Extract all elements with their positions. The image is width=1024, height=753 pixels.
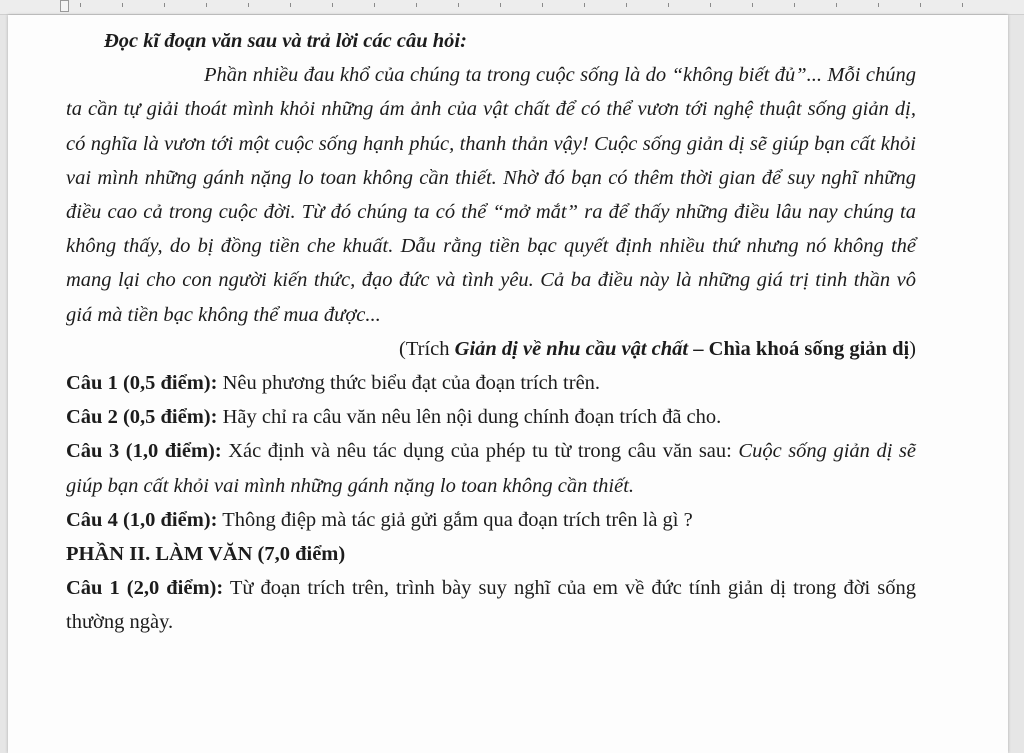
section-2-title: PHẦN II. LÀM VĂN (7,0 điểm) (66, 543, 346, 566)
question-1-label: Câu 1 (0,5 điểm): (66, 372, 218, 395)
reading-passage: Phần nhiều đau khổ của chúng ta trong cuộc sống là do “không biết đủ”... Mỗi chúng ta cần tự giải thoát mình khỏi những ám ảnh của vật chất để có thể vươn tới nghệ thuật sống giản dị, có nghĩa là vươn tới một cuộc sống hạnh phúc, thanh thản vậy! Cuộc sống giản dị sẽ giúp bạn cất khỏi vai mình những gánh nặng lo toan không cần thiết. Nhờ đó bạn có thêm thời gian để suy nghĩ những điều cao cả trong cuộc đời. Từ đó chúng ta có thể “mở mắt” ra để thấy những điều lâu nay chúng ta không thấy, do bị đồng tiền che khuất. Dẫu rằng tiền bạc quyết định nhiều thứ nhưng nó không thể mang lại cho con người kiến thức, đạo đức và tình yêu. Cả ba điều này là những giá trị tinh thần vô giá mà tiền bạc không thể mua được... (66, 64, 916, 326)
ruler-tick (710, 3, 711, 7)
ruler-tick (332, 3, 333, 7)
indent-marker-icon[interactable] (60, 0, 69, 12)
ruler-tick (80, 3, 81, 7)
ruler-tick (416, 3, 417, 7)
question-3 (66, 434, 916, 502)
ruler-tick (794, 3, 795, 7)
horizontal-ruler (0, 0, 1024, 15)
ruler-tick (962, 3, 963, 7)
document-content (66, 24, 916, 640)
question-1-text: Nêu phương thức biểu đạt của đoạn trích trên. (217, 372, 601, 395)
question-2-text: Hãy chỉ ra câu văn nêu lên nội dung chính đoạn trích đã cho. (217, 406, 722, 429)
ruler-tick (290, 3, 291, 7)
ruler-tick (248, 3, 249, 7)
section-2-question-1-label: Câu 1 (2,0 điểm): (66, 577, 224, 600)
source-suffix: ) (909, 337, 916, 360)
source-dash: – (688, 337, 709, 360)
source-subtitle: Chìa khoá sống giản dị (708, 337, 910, 360)
question-2-label: Câu 2 (0,5 điểm): (66, 406, 218, 429)
ruler-tick (920, 3, 921, 7)
ruler-tick (752, 3, 753, 7)
ruler-tick (878, 3, 879, 7)
ruler-tick (164, 3, 165, 7)
question-3-label: Câu 3 (1,0 điểm): (66, 440, 222, 463)
source-prefix: (Trích (399, 337, 455, 360)
section-2-question-1 (66, 571, 916, 639)
question-3-quote: Cuộc sống giản dị sẽ giúp bạn cất khỏi vai mình những gánh nặng lo toan không cần thiết. (66, 440, 916, 497)
question-2 (66, 400, 916, 434)
question-4-label: Câu 4 (1,0 điểm): (66, 508, 218, 531)
instruction-heading: Đọc kĩ đoạn văn sau và trả lời các câu hỏi: (104, 30, 467, 52)
question-3-text: Xác định và nêu tác dụng của phép tu từ trong câu văn sau: (221, 440, 732, 463)
source-title: Giản dị về nhu cầu vật chất (454, 337, 689, 360)
question-4-text: Thông điệp mà tác giả gửi gắm qua đoạn trích trên là gì ? (217, 508, 693, 531)
ruler-tick (122, 3, 123, 7)
question-4 (66, 503, 916, 537)
source-citation (66, 332, 916, 366)
question-1 (66, 366, 916, 400)
ruler-tick (836, 3, 837, 7)
ruler-tick (206, 3, 207, 7)
section-2-question-1-text: Từ đoạn trích trên, trình bày suy nghĩ của em về đức tính giản dị trong đời sống thường ngày. (66, 577, 916, 634)
ruler-tick (542, 3, 543, 7)
ruler-tick (374, 3, 375, 7)
document-page (8, 15, 1008, 753)
ruler-tick (584, 3, 585, 7)
ruler-tick (668, 3, 669, 7)
ruler-tick (626, 3, 627, 7)
ruler-tick (458, 3, 459, 7)
ruler-tick (500, 3, 501, 7)
